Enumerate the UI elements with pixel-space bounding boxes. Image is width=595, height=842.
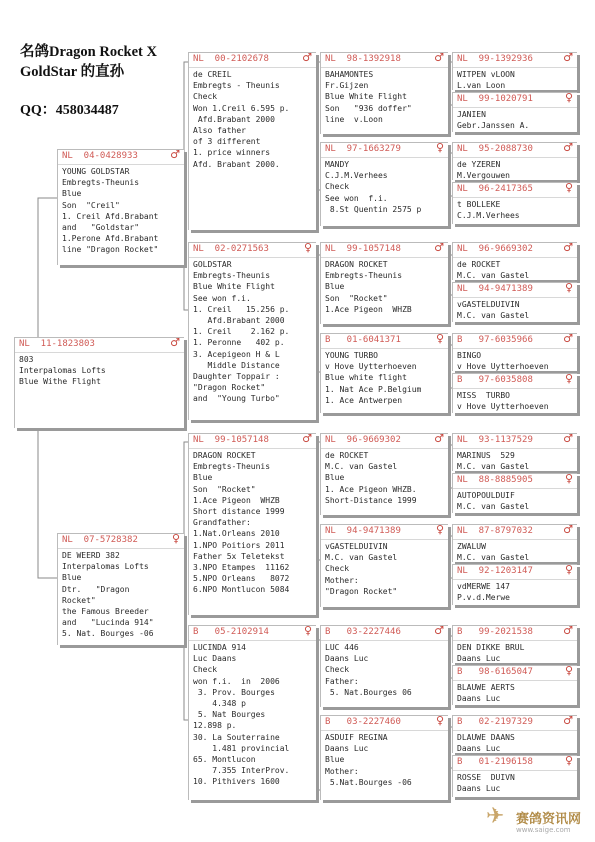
pigeon-details: DE WEERD 382 Interpalomas Lofts Blue Dtr. "Dragon Rocket" the Famous Breeder and "Lucinda 914" 5. Nat. Bourges -06 <box>62 551 154 639</box>
pigeon-card-dam-dam <box>188 625 316 800</box>
sex-symbol: ♂ <box>434 52 444 64</box>
pigeon-card-gen4 <box>452 433 577 471</box>
pigeon-details: MARINUS 529 M.C. van Gastel <box>457 451 530 471</box>
sex-symbol: ♂ <box>302 52 312 64</box>
pigeon-details: vGASTELDUIVIN M.C. van Gastel Check Mother: "Dragon Rocket" <box>325 542 398 596</box>
sex-symbol: ♀ <box>435 142 444 154</box>
sex-symbol: ♀ <box>171 533 180 545</box>
ring-number: B 02-2197329 <box>457 717 533 727</box>
pigeon-card-gen4 <box>452 715 577 753</box>
pigeon-details: YOUNG TURBO v Hove Uytterhoeven Blue white flight 1. Nat Ace P.Belgium 1. Ace Antwerpen <box>325 351 422 405</box>
sex-symbol: ♂ <box>563 142 573 154</box>
pigeon-logo-icon: ✈ <box>486 804 505 829</box>
pigeon-card-gen4 <box>452 242 577 280</box>
pigeon-card-gen4 <box>452 92 577 132</box>
ring-number: NL 96-9669302 <box>325 435 401 445</box>
pigeon-details: LUC 446 Daans Luc Check Father: 5. Nat.Bourges 06 <box>325 643 412 697</box>
sex-symbol: ♀ <box>564 665 573 677</box>
pigeon-card-gen4 <box>452 755 577 797</box>
ring-number: NL 02-0271563 <box>193 244 269 254</box>
ring-number: NL 96-9669302 <box>457 244 533 254</box>
pigeon-card-dam <box>57 533 184 645</box>
pigeon-details: ASDUIF REGINA Daans Luc Blue Mother: 5.Nat.Bourges -06 <box>325 733 412 787</box>
ring-number: NL 93-1137529 <box>457 435 533 445</box>
pigeon-card-gen3 <box>320 142 448 226</box>
pigeon-details: de YZEREN M.Vergouwen <box>457 160 510 180</box>
ring-number: NL 88-8885905 <box>457 475 533 485</box>
pigeon-card-gen4 <box>452 373 577 413</box>
pigeon-card-gen3 <box>320 625 448 707</box>
ring-number: NL 99-1057148 <box>325 244 401 254</box>
ring-number: NL 94-9471389 <box>325 526 401 536</box>
ring-number: B 05-2102914 <box>193 627 269 637</box>
pigeon-details: vGASTELDUIVIN M.C. van Gastel <box>457 300 530 321</box>
ring-number: NL 99-1020791 <box>457 94 533 104</box>
pigeon-card-gen4 <box>452 142 577 180</box>
pigeon-card-gen4 <box>452 524 577 562</box>
pigeon-details: de CREIL Embregts - Theunis Check Won 1.Creil 6.595 p. Afd.Brabant 2000 Also father of 3 different 1. price winners Afd. Brabant 2000. <box>193 70 290 169</box>
pigeon-details: YOUNG GOLDSTAR Embregts-Theunis Blue Son "Creil" 1. Creil Afd.Brabant and "Goldstar" 1.Perone Afd.Brabant line "Dragon Rocket" <box>62 167 159 255</box>
ring-number: B 98-6165047 <box>457 667 533 677</box>
pigeon-details: vdMERWE 147 P.v.d.Merwe <box>457 582 510 603</box>
pigeon-details: ROSSE DUIVN Daans Luc <box>457 773 515 794</box>
ring-number: B 97-6035966 <box>457 335 533 345</box>
ring-number: NL 97-1663279 <box>325 144 401 154</box>
ring-number: NL 95-2088730 <box>457 144 533 154</box>
sex-symbol: ♀ <box>564 92 573 104</box>
ring-number: B 01-2196158 <box>457 757 533 767</box>
watermark-url: www.saige.com <box>516 826 571 834</box>
pigeon-details: JANIEN Gebr.Janssen A. <box>457 110 530 131</box>
watermark-site-name: 赛鸽资讯网 <box>516 812 582 827</box>
ring-number: NL 96-2417365 <box>457 184 533 194</box>
pigeon-card-gen4 <box>452 665 577 705</box>
pigeon-card-gen4 <box>452 182 577 224</box>
pigeon-card-gen4 <box>452 625 577 663</box>
ring-number: NL 11-1823803 <box>19 339 95 349</box>
pigeon-details: BAHAMONTES Fr.Gijzen Blue White Flight Son "936 doffer" line v.Loon <box>325 70 412 124</box>
sex-symbol: ♂ <box>170 337 180 349</box>
sex-symbol: ♀ <box>564 755 573 767</box>
pigeon-card-gen4 <box>452 473 577 513</box>
pigeon-card-sire-sire <box>188 52 316 230</box>
pigeon-card-gen3 <box>320 333 448 413</box>
pigeon-details: MISS TURBO v Hove Uytterhoeven <box>457 391 549 412</box>
sex-symbol: ♂ <box>563 715 573 727</box>
pigeon-details: DEN DIKKE BRUL Daans Luc <box>457 643 525 663</box>
ring-number: NL 87-8797032 <box>457 526 533 536</box>
ring-number: NL 00-2102678 <box>193 54 269 64</box>
pigeon-card-gen4 <box>452 333 577 371</box>
pigeon-details: AUTOPOULDUIF M.C. van Gastel <box>457 491 530 512</box>
pigeon-card-gen3 <box>320 433 448 515</box>
sex-symbol: ♀ <box>564 182 573 194</box>
sex-symbol: ♂ <box>563 52 573 64</box>
sex-symbol: ♀ <box>564 564 573 576</box>
pigeon-details: BINGO v Hove Uytterhoeven <box>457 351 549 371</box>
ring-number: B 01-6041371 <box>325 335 401 345</box>
sex-symbol: ♀ <box>435 715 444 727</box>
sex-symbol: ♀ <box>435 333 444 345</box>
ring-number: B 03-2227446 <box>325 627 401 637</box>
sex-symbol: ♂ <box>302 433 312 445</box>
sex-symbol: ♀ <box>303 625 312 637</box>
sex-symbol: ♀ <box>435 524 444 536</box>
ring-number: B 97-6035808 <box>457 375 533 385</box>
sex-symbol: ♂ <box>434 625 444 637</box>
pigeon-details: ZWALUW M.C. van Gastel <box>457 542 530 562</box>
sex-symbol: ♂ <box>563 333 573 345</box>
page-title: 名鸽Dragon Rocket X GoldStar 的直孙 <box>20 44 157 80</box>
ring-number: B 03-2227460 <box>325 717 401 727</box>
pigeon-details: LUCINDA 914 Luc Daans Check won f.i. in 2006 3. Prov. Bourges 4.348 p 5. Nat Bourges 12.898 p. 30. La Souterraine 1.481 provincial 65. Montlucon 7.355 InterProv. 10. Pithivers 1600 <box>193 643 290 787</box>
ring-number: NL 04-0428933 <box>62 151 138 161</box>
pigeon-details: DRAGON ROCKET Embregts-Theunis Blue Son "Rocket" 1.Ace Pigeon WHZB Short distance 1999 Grandfather: 1.Nat.Orleans 2010 1.NPO Poitiors 2011 Father 5x Teletekst 3.NPO Etampes 11162 5.NPO Orleans 8072 6.NPO Montlucon 5084 <box>193 451 290 595</box>
sex-symbol: ♀ <box>303 242 312 254</box>
sex-symbol: ♂ <box>434 242 444 254</box>
pigeon-details: de ROCKET M.C. van Gastel Blue 1. Ace Pigeon WHZB. Short-Distance 1999 <box>325 451 417 505</box>
sex-symbol: ♂ <box>170 149 180 161</box>
pigeon-details: GOLDSTAR Embregts-Theunis Blue White Flight See won f.i. 1. Creil 15.256 p. Afd.Brabant 2000 1. Creil 2.162 p. 1. Peronne 402 p. 3. Acepigeon H & L Middle Distance Daughter Toppair : "Dragon Rocket" and "Young Turbo" <box>193 260 290 404</box>
ring-number: NL 92-1203147 <box>457 566 533 576</box>
sex-symbol: ♂ <box>563 625 573 637</box>
ring-number: NL 98-1392918 <box>325 54 401 64</box>
sex-symbol: ♀ <box>564 473 573 485</box>
sex-symbol: ♂ <box>563 242 573 254</box>
ring-number: NL 94-9471389 <box>457 284 533 294</box>
pigeon-card-gen4 <box>452 52 577 90</box>
pigeon-card-gen4 <box>452 564 577 605</box>
pigeon-card-gen3 <box>320 52 448 134</box>
pigeon-card-gen3 <box>320 242 448 324</box>
pigeon-details: WITPEN vLOON L.van Loon <box>457 70 515 90</box>
ring-number: NL 07-5728382 <box>62 535 138 545</box>
pigeon-details: t BOLLEKE C.J.M.Verhees <box>457 200 520 221</box>
qq-contact: QQ：458034487 <box>20 103 119 118</box>
pigeon-card-gen3 <box>320 715 448 800</box>
pigeon-details: DRAGON ROCKET Embregts-Theunis Blue Son "Rocket" 1.Ace Pigeon WHZB <box>325 260 412 314</box>
pigeon-card-gen4 <box>452 282 577 322</box>
pigeon-card-dam-sire <box>188 433 316 615</box>
sex-symbol: ♂ <box>563 433 573 445</box>
pigeon-card-sire-dam <box>188 242 316 420</box>
pigeon-details: DLAUWE DAANS Daans Luc <box>457 733 515 753</box>
pigeon-card-gen3 <box>320 524 448 607</box>
pigeon-details: de ROCKET M.C. van Gastel <box>457 260 530 280</box>
sex-symbol: ♂ <box>434 433 444 445</box>
pigeon-details: BLAUWE AERTS Daans Luc <box>457 683 515 704</box>
ring-number: B 99-2021538 <box>457 627 533 637</box>
sex-symbol: ♀ <box>564 282 573 294</box>
site-watermark <box>486 804 592 838</box>
pigeon-details: MANDY C.J.M.Verhees Check See won f.i. 8.St Quentin 2575 p <box>325 160 422 214</box>
pigeon-card-sire <box>57 149 184 265</box>
ring-number: NL 99-1057148 <box>193 435 269 445</box>
ring-number: NL 99-1392936 <box>457 54 533 64</box>
sex-symbol: ♀ <box>564 373 573 385</box>
pigeon-details: 803 Interpalomas Lofts Blue Withe Flight <box>19 355 106 387</box>
sex-symbol: ♂ <box>563 524 573 536</box>
pigeon-card-subject <box>14 337 184 428</box>
